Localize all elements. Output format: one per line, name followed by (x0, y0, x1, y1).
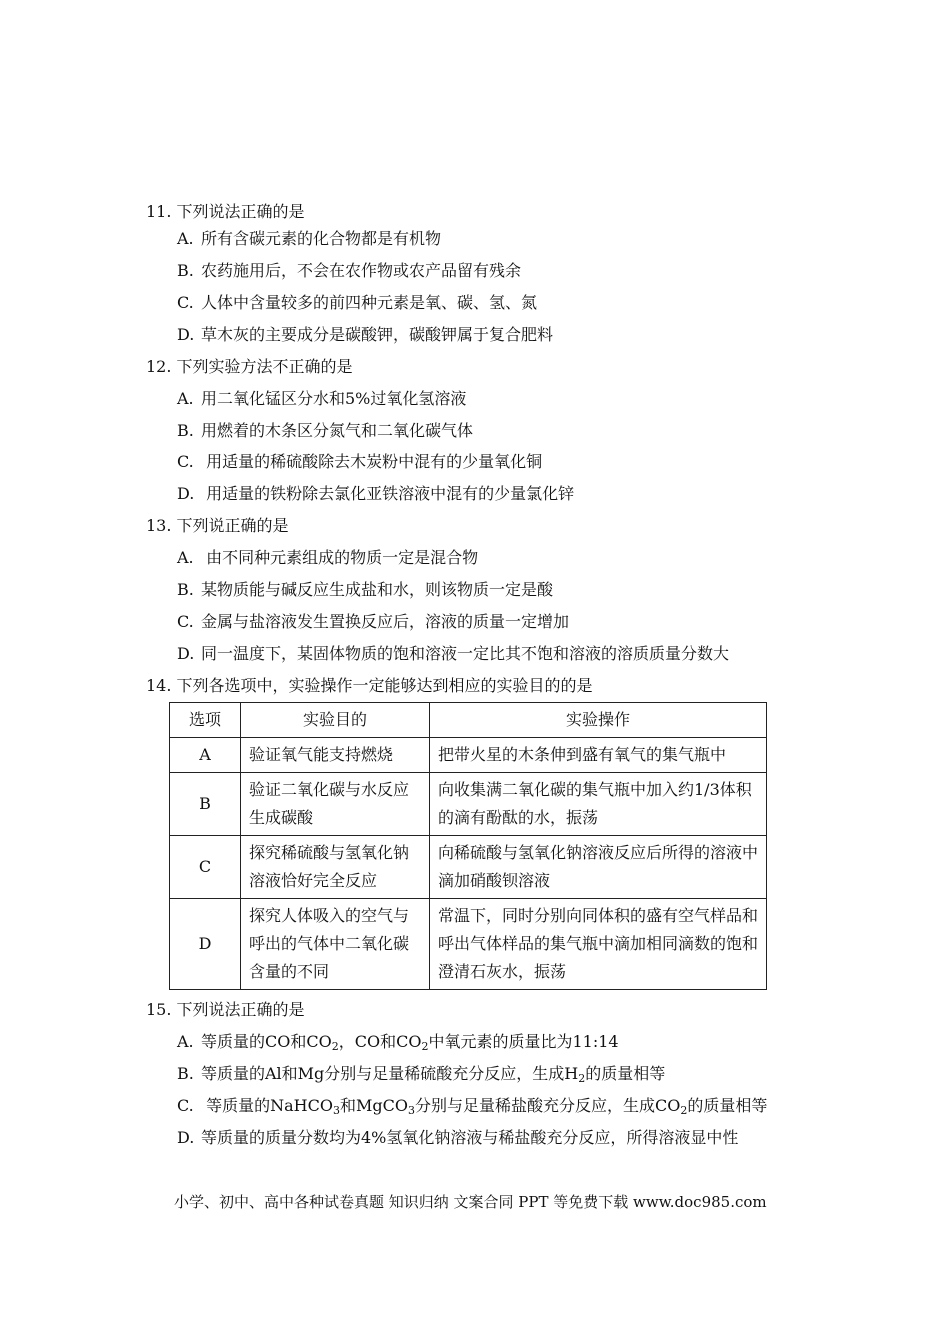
q15-option-a (177, 1032, 619, 1052)
option-text: 所有含碳元素的化合物都是有机物 (201, 229, 442, 248)
q12-option-b (177, 421, 473, 441)
question-11-stem: 11. 下列说法正确的是 (146, 202, 305, 221)
subscript: 3 (332, 1104, 340, 1117)
table-row (170, 773, 767, 836)
row-goal: 探究人体吸入的空气与呼出的气体中二氧化碳含量的不同 (241, 899, 430, 990)
page-footer: 小学、初中、高中各种试卷真题 知识归纳 文案合同 PPT 等免费下载 www.doc985.com (174, 1193, 767, 1211)
row-goal: 验证二氧化碳与水反应生成碳酸 (241, 773, 430, 836)
subscript: 3 (407, 1104, 415, 1117)
question-14-stem: 14. 下列各选项中，实验操作一定能够达到相应的实验目的的是 (146, 676, 593, 695)
q11-option-d (177, 325, 553, 345)
option-text-part: 等质量的NaHCO (201, 1096, 333, 1115)
subscript: 2 (578, 1072, 586, 1085)
row-operation: 向稀硫酸与氢氧化钠溶液反应后所得的溶液中滴加硝酸钡溶液 (430, 836, 767, 899)
option-text-part: 等质量的CO和CO (201, 1032, 332, 1051)
subscript: 2 (680, 1104, 688, 1117)
row-operation: 向收集满二氧化碳的集气瓶中加入约1/3体积的滴有酚酞的水，振荡 (430, 773, 767, 836)
option-text: 用二氧化锰区分水和5%过氧化氢溶液 (201, 389, 467, 408)
table-row (170, 836, 767, 899)
row-option: A (170, 738, 241, 773)
q12-option-a (177, 389, 466, 409)
row-goal: 验证氧气能支持燃烧 (241, 738, 430, 773)
option-text: 人体中含量较多的前四种元素是氧、碳、氢、氮 (201, 293, 538, 312)
header-operation: 实验操作 (430, 703, 767, 738)
option-letter: C. (177, 1096, 194, 1115)
q11-option-c (177, 293, 537, 313)
q15-option-d (177, 1128, 738, 1148)
header-goal: 实验目的 (241, 703, 430, 738)
option-text-part: 中氧元素的质量比为11:14 (428, 1032, 619, 1051)
q12-option-c (177, 452, 542, 472)
row-option: C (170, 836, 241, 899)
option-text-part: ，CO和CO (338, 1032, 422, 1051)
option-letter: D. (177, 325, 195, 344)
option-text: 金属与盐溶液发生置换反应后，溶液的质量一定增加 (201, 612, 570, 631)
option-letter: B. (177, 421, 194, 440)
question-12-stem: 12. 下列实验方法不正确的是 (146, 357, 353, 376)
option-text-part: 的质量相等 (585, 1064, 666, 1083)
q11-option-b (177, 261, 521, 281)
table-row (170, 899, 767, 990)
row-option: B (170, 773, 241, 836)
option-text: 草木灰的主要成分是碳酸钾，碳酸钾属于复合肥料 (201, 325, 554, 344)
table-header-row (170, 703, 767, 738)
option-text-part: 等质量的质量分数均为4%氢氧化钠溶液与稀盐酸充分反应，所得溶液显中性 (201, 1128, 739, 1147)
option-letter: A. (177, 1032, 194, 1051)
q13-option-c (177, 612, 569, 632)
option-text-part: 的质量相等 (687, 1096, 768, 1115)
option-letter: C. (177, 452, 194, 471)
option-letter: D. (177, 644, 195, 663)
header-option: 选项 (170, 703, 241, 738)
option-letter: A. (177, 229, 194, 248)
q12-option-d (177, 484, 574, 504)
subscript: 2 (421, 1040, 429, 1053)
option-text: 用燃着的木条区分氮气和二氧化碳气体 (201, 421, 474, 440)
option-letter: A. (177, 389, 194, 408)
option-letter: A. (177, 548, 194, 567)
row-operation: 把带火星的木条伸到盛有氧气的集气瓶中 (430, 738, 767, 773)
q11-option-a (177, 229, 441, 249)
option-letter: D. (177, 484, 195, 503)
q15-option-b (177, 1064, 665, 1084)
option-letter: B. (177, 1064, 194, 1083)
option-text-part: 和MgCO (339, 1096, 408, 1115)
subscript: 2 (331, 1040, 339, 1053)
option-letter: C. (177, 612, 194, 631)
option-letter: B. (177, 261, 194, 280)
option-text: 由不同种元素组成的物质一定是混合物 (201, 548, 479, 567)
table-row (170, 738, 767, 773)
question-15-stem: 15. 下列说法正确的是 (146, 1000, 305, 1019)
option-text-part: 等质量的Al和Mg分别与足量稀硫酸充分反应，生成H (201, 1064, 579, 1083)
row-operation: 常温下，同时分别向同体积的盛有空气样品和呼出气体样品的集气瓶中滴加相同滴数的饱和澄清石灰水，振荡 (430, 899, 767, 990)
option-letter: D. (177, 1128, 195, 1147)
option-text: 用适量的铁粉除去氯化亚铁溶液中混有的少量氯化锌 (201, 484, 575, 503)
question-13-stem: 13. 下列说正确的是 (146, 516, 289, 535)
option-letter: B. (177, 580, 194, 599)
row-goal: 探究稀硫酸与氢氧化钠溶液恰好完全反应 (241, 836, 430, 899)
option-letter: C. (177, 293, 194, 312)
option-text-part: 分别与足量稀盐酸充分反应，生成CO (414, 1096, 681, 1115)
row-option: D (170, 899, 241, 990)
q15-option-c (177, 1096, 767, 1116)
option-text: 某物质能与碱反应生成盐和水，则该物质一定是酸 (201, 580, 554, 599)
experiment-table (169, 702, 767, 990)
q13-option-a (177, 548, 478, 568)
option-text: 用适量的稀硫酸除去木炭粉中混有的少量氧化铜 (201, 452, 543, 471)
option-text: 同一温度下，某固体物质的饱和溶液一定比其不饱和溶液的溶质质量分数大 (201, 644, 730, 663)
option-text: 农药施用后，不会在农作物或农产品留有残余 (201, 261, 522, 280)
q13-option-d (177, 644, 729, 664)
q13-option-b (177, 580, 553, 600)
